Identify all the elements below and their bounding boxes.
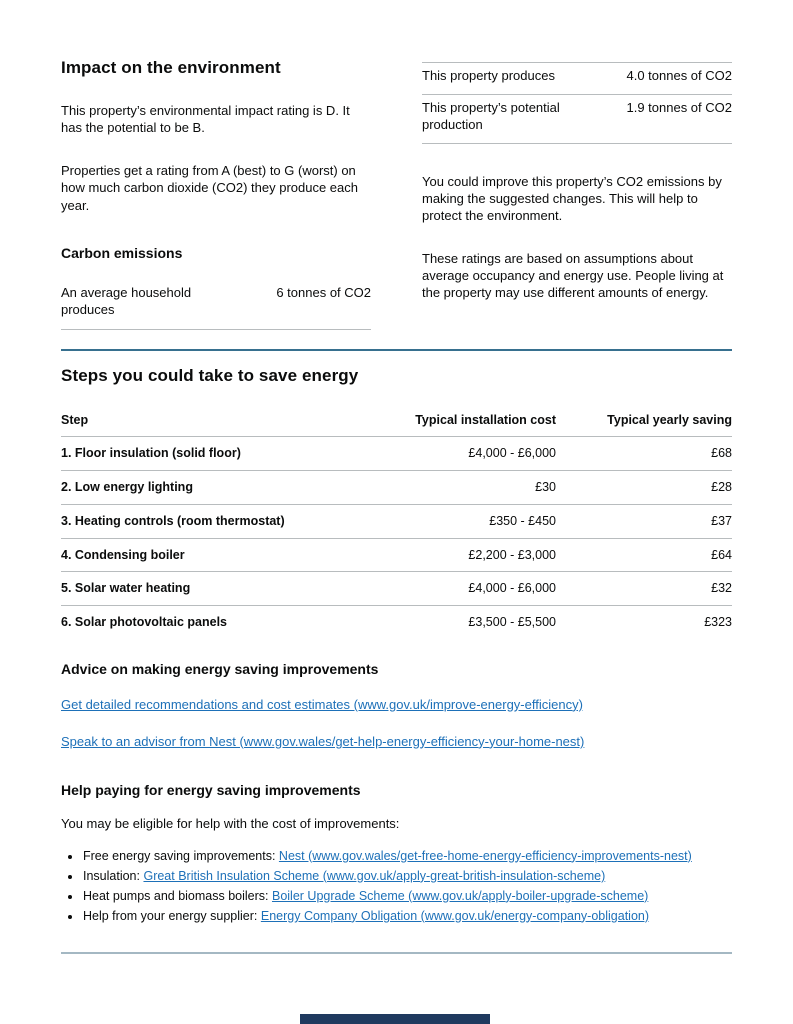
environment-paragraph-1: This property’s environmental impact rating is D. It has the potential to be B. [61, 103, 350, 136]
row-value: 6 tonnes of CO2 [276, 284, 371, 300]
row-value: 4.0 tonnes of CO2 [626, 68, 732, 83]
boiler-upgrade-scheme-link[interactable]: Boiler Upgrade Scheme (www.gov.uk/apply-boiler-upgrade-scheme) [271, 888, 649, 903]
environment-right-column [422, 58, 732, 302]
section-divider [61, 349, 732, 351]
steps-title: Steps you could take to save energy [61, 365, 359, 385]
table-row [61, 280, 371, 330]
step-cost: £350 - £450 [489, 513, 556, 528]
table-row [61, 606, 732, 639]
help-options-list [61, 846, 732, 926]
steps-table [61, 404, 732, 639]
carbon-emissions-table-left [61, 280, 371, 330]
help-intro: You may be eligible for help with the cost of improvements: [61, 815, 400, 831]
step-saving: £37 [711, 513, 732, 528]
step-saving: £32 [711, 581, 732, 596]
step-saving: £64 [711, 547, 732, 562]
step-cost: £3,500 - £5,500 [468, 615, 556, 630]
table-row [61, 437, 732, 471]
step-name: 2. Low energy lighting [61, 480, 193, 495]
step-cost: £30 [535, 480, 556, 495]
row-label: This property produces [422, 68, 555, 83]
great-british-insulation-scheme-link[interactable]: Great British Insulation Scheme (www.gov.uk/apply-great-british-insulation-scheme) [143, 868, 606, 883]
step-cost: £4,000 - £6,000 [468, 581, 556, 596]
step-saving: £323 [704, 615, 732, 630]
step-name: 6. Solar photovoltaic panels [61, 615, 228, 630]
advice-title: Advice on making energy saving improvements [61, 660, 379, 677]
step-saving: £28 [711, 480, 732, 495]
carbon-emissions-table-right [422, 62, 732, 144]
column-header-cost: Typical installation cost [415, 412, 556, 427]
environment-section [61, 58, 732, 330]
row-label: An average household produces [61, 284, 192, 317]
help-title: Help paying for energy saving improvements [61, 781, 361, 798]
environment-right-paragraph-2: These ratings are based on assumptions about average occupancy and energy use. People living at the property may use different amounts of energy. [422, 251, 724, 301]
list-item [82, 866, 732, 886]
table-row [61, 505, 732, 539]
advice-link-line [61, 734, 732, 751]
step-name: 5. Solar water heating [61, 581, 191, 596]
table-row [61, 471, 732, 505]
table-row [422, 63, 732, 95]
step-name: 1. Floor insulation (solid floor) [61, 446, 241, 461]
table-row [61, 539, 732, 573]
environment-paragraph-2: Properties get a rating from A (best) to G (worst) on how much carbon dioxide (CO2) they produce each year. [61, 163, 358, 213]
footer-divider [61, 952, 732, 954]
recommendations-link[interactable]: Get detailed recommendations and cost estimates (www.gov.uk/improve-energy-efficiency) [61, 696, 583, 712]
energy-company-obligation-link[interactable]: Energy Company Obligation (www.gov.uk/energy-company-obligation) [260, 908, 650, 923]
bullet-text: Heat pumps and biomass boilers: [83, 888, 272, 903]
environment-right-paragraph-1: You could improve this property’s CO2 emissions by making the suggested changes. This will help to protect the environment. [422, 173, 722, 223]
steps-section [61, 366, 732, 639]
column-header-step: Step [61, 412, 89, 427]
step-name: 4. Condensing boiler [61, 547, 185, 562]
column-header-saving: Typical yearly saving [607, 412, 732, 427]
bullet-text: Free energy saving improvements: [83, 848, 279, 863]
help-section [61, 782, 732, 926]
step-cost: £2,200 - £3,000 [468, 547, 556, 562]
carbon-emissions-heading: Carbon emissions [61, 244, 183, 261]
row-label: This property’s potential production [422, 99, 560, 132]
table-row [422, 95, 732, 144]
nest-free-improvements-link[interactable]: Nest (www.gov.wales/get-free-home-energy-efficiency-improvements-nest) [278, 848, 692, 863]
list-item [82, 846, 732, 866]
environment-left-column [61, 58, 371, 330]
advice-link-line [61, 697, 732, 714]
list-item [82, 886, 732, 906]
list-item [82, 906, 732, 926]
step-cost: £4,000 - £6,000 [468, 446, 556, 461]
table-row [61, 572, 732, 606]
advice-section [61, 661, 732, 751]
step-name: 3. Heating controls (room thermostat) [61, 513, 285, 528]
bullet-text: Help from your energy supplier: [83, 908, 261, 923]
nest-advisor-link[interactable]: Speak to an advisor from Nest (www.gov.wales/get-help-energy-efficiency-your-home-nest) [61, 733, 585, 749]
steps-table-header-row [61, 404, 732, 438]
row-value: 1.9 tonnes of CO2 [626, 99, 732, 115]
step-saving: £68 [711, 446, 732, 461]
bottom-page-indicator-bar [300, 1014, 490, 1024]
bullet-text: Insulation: [83, 868, 144, 883]
environment-title: Impact on the environment [61, 58, 281, 77]
